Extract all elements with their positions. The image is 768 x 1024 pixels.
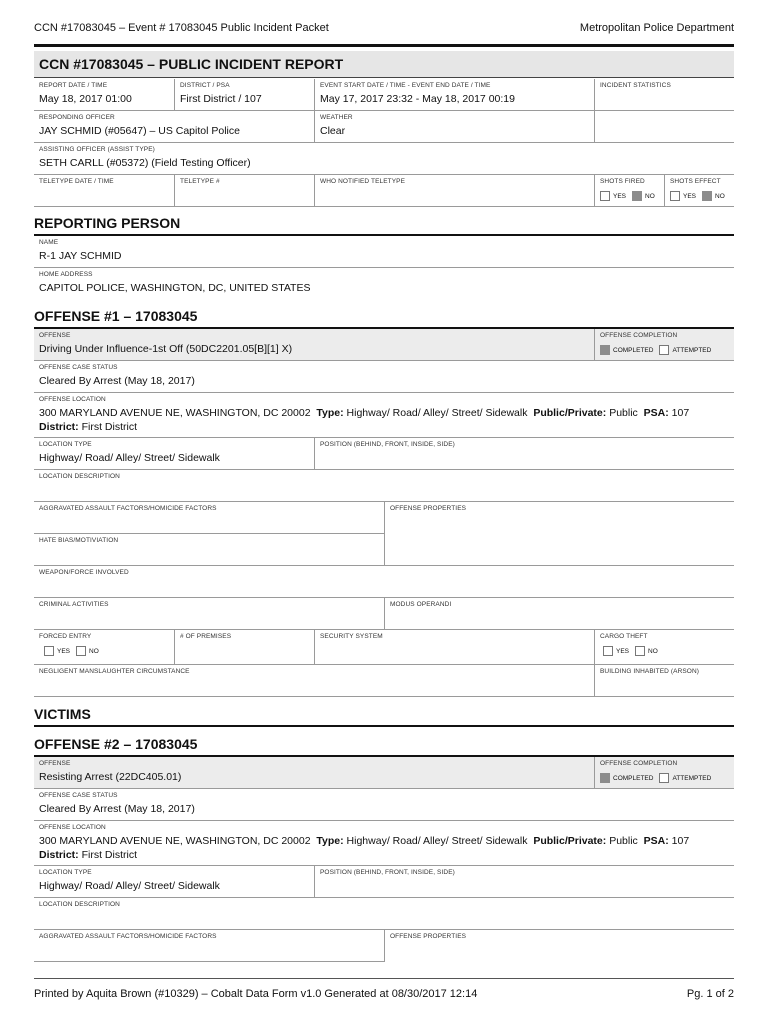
offense1-position-label: POSITION (BEHIND, FRONT, INSIDE, SIDE) [320, 441, 455, 448]
offense1-security-label: SECURITY SYSTEM [320, 633, 383, 640]
offense2-completed-checkbox[interactable] [600, 773, 610, 783]
offense1-hate-cell [34, 534, 384, 565]
offense1-modus-cell [384, 598, 734, 629]
cargo-no-label: NO [648, 647, 658, 655]
officer-cell [34, 111, 314, 142]
offense1-status-row [34, 361, 734, 393]
district-cell [174, 79, 314, 110]
offense1-offense-label: OFFENSE [39, 332, 71, 339]
offense1-type-label: Type: [316, 407, 344, 419]
report-page [34, 0, 734, 1024]
offense2-pp: Public [609, 835, 638, 847]
header-left-text: CCN #17083045 – Event # 17083045 Public Incident Packet [34, 22, 329, 34]
district-value: First District / 107 [180, 93, 262, 105]
offense1-pp-label: Public/Private: [533, 407, 607, 419]
offense2-offense-value: Resisting Arrest (22DC405.01) [39, 771, 182, 783]
shots-fired-options [600, 191, 664, 201]
offense1-premises-label: # OF PREMISES [180, 633, 232, 640]
offense2-location-row [34, 821, 734, 866]
report-title: CCN #17083045 – PUBLIC INCIDENT REPORT [34, 51, 734, 78]
offense2-position-cell [314, 866, 734, 897]
offense2-heading: OFFENSE #2 – 17083045 [34, 736, 198, 752]
incident-stats-label: INCIDENT STATISTICS [600, 82, 671, 89]
report-date-label: REPORT DATE / TIME [39, 82, 108, 89]
offense2-district: First District [81, 849, 138, 861]
offense1-psa: 107 [671, 407, 690, 419]
offense2-properties-row [384, 930, 734, 962]
offense1-address: 300 MARYLAND AVENUE NE, WASHINGTON, DC 20002 [39, 407, 311, 419]
offense1-hate-row [34, 534, 384, 566]
report-row-officer [34, 111, 734, 143]
offense1-completion-cell [594, 329, 734, 360]
offense2-properties-cell [385, 930, 735, 962]
assist-value: SETH CARLL (#05372) (Field Testing Officer) [39, 157, 251, 169]
offense2-completion-cell [594, 757, 734, 788]
offense1-location-label: OFFENSE LOCATION [39, 396, 106, 403]
notified-label: WHO NOTIFIED TELETYPE [320, 178, 406, 185]
shots-effect-label: SHOTS EFFECT [670, 178, 721, 185]
offense1-aggravated-row [34, 502, 384, 534]
rp-name-cell [34, 236, 734, 267]
offense1-weapon-label: WEAPON/FORCE INVOLVED [39, 569, 129, 576]
shots-fired-label: SHOTS FIRED [600, 178, 645, 185]
offense1-properties-cell [385, 502, 735, 565]
incident-stats-cell [594, 79, 734, 110]
offense2-location-type-label: LOCATION TYPE [39, 869, 92, 876]
offense1-location-type-value: Highway/ Road/ Alley/ Street/ Sidewalk [39, 452, 220, 464]
offense2-psa: 107 [671, 835, 690, 847]
offense2-position-label: POSITION (BEHIND, FRONT, INSIDE, SIDE) [320, 869, 455, 876]
officer-value: JAY SCHMID (#05647) – US Capitol Police [39, 125, 240, 137]
offense1-aggravated-label: AGGRAVATED ASSAULT FACTORS/HOMICIDE FACTORS [39, 505, 217, 512]
shots-effect-cell [664, 175, 734, 206]
report-row-teletype [34, 175, 734, 207]
offense1-status-label: OFFENSE CASE STATUS [39, 364, 118, 371]
forced-no-label: NO [89, 647, 99, 655]
offense2-attempted-checkbox[interactable] [659, 773, 669, 783]
shots-fired-cell [594, 175, 664, 206]
offense1-forced-label: FORCED ENTRY [39, 633, 92, 640]
offense2-completion-options [600, 773, 734, 783]
offense2-location-desc-row [34, 898, 734, 930]
offense2-aggravated-row [34, 930, 384, 962]
teletype-date-cell [34, 175, 174, 206]
offense1-pp: Public [609, 407, 638, 419]
offense1-modus-label: MODUS OPERANDI [390, 601, 452, 608]
offense1-location-row [34, 393, 734, 438]
shots-effect-no-label: NO [715, 192, 725, 200]
weather-label: WEATHER [320, 114, 353, 121]
offense1-district: First District [81, 421, 138, 433]
offense1-completion-options [600, 345, 734, 355]
offense2-address: 300 MARYLAND AVENUE NE, WASHINGTON, DC 20002 [39, 835, 311, 847]
offense1-location-cell [34, 393, 734, 437]
offense1-security-cell [314, 630, 594, 664]
stats-continued-cell [594, 111, 734, 142]
offense1-location-desc-label: LOCATION DESCRIPTION [39, 473, 120, 480]
reporting-person-name-row [34, 236, 734, 268]
offense1-weapon-cell [34, 566, 734, 597]
report-row-dates [34, 79, 734, 111]
offense1-criminal-row [34, 598, 734, 630]
offense2-location-type-value: Highway/ Road/ Alley/ Street/ Sidewalk [39, 880, 220, 892]
offense2-status-cell [34, 789, 734, 820]
offense2-type: Highway/ Road/ Alley/ Street/ Sidewalk [346, 835, 528, 847]
assist-label: ASSISTING OFFICER (ASSIST TYPE) [39, 146, 155, 153]
offense2-location-value [39, 834, 734, 862]
offense2-status-value: Cleared By Arrest (May 18, 2017) [39, 803, 195, 815]
offense2-location-label: OFFENSE LOCATION [39, 824, 106, 831]
offense1-inhabited-cell [594, 665, 734, 696]
offense1-forced-options [44, 646, 174, 656]
offense1-properties-row [384, 502, 734, 566]
offense2-psa-label: PSA: [643, 835, 669, 847]
forced-yes-label: YES [57, 647, 71, 655]
offense2-pp-label: Public/Private: [533, 835, 607, 847]
offense1-attempted-checkbox[interactable] [659, 345, 669, 355]
offense1-cargo-label: CARGO THEFT [600, 633, 648, 640]
offense1-attempted-label: ATTEMPTED [672, 346, 712, 354]
offense1-location-desc-cell [34, 470, 734, 501]
offense2-offense-label: OFFENSE [39, 760, 71, 767]
offense1-forced-row [34, 630, 734, 665]
offense1-negligent-cell [34, 665, 594, 696]
victims-heading: VICTIMS [34, 706, 91, 722]
offense1-offense-cell [34, 329, 594, 360]
offense2-location-desc-cell [34, 898, 734, 929]
footer-printed-by: Printed by Aquita Brown (#10329) – Cobalt Data Form v1.0 Generated at 08/30/2017 12:14 [34, 988, 478, 1000]
offense1-status-cell [34, 361, 734, 392]
offense2-aggravated-cell [34, 930, 384, 961]
offense2-location-type-row [34, 866, 734, 898]
cargo-no-checkbox[interactable] [635, 646, 645, 656]
rp-address-label: HOME ADDRESS [39, 271, 93, 278]
teletype-date-label: TELETYPE DATE / TIME [39, 178, 114, 185]
offense1-location-type-label: LOCATION TYPE [39, 441, 92, 448]
rp-address-cell [34, 268, 734, 300]
offense1-premises-cell [174, 630, 314, 664]
rp-name-value: R-1 JAY SCHMID [39, 250, 122, 262]
officer-label: RESPONDING OFFICER [39, 114, 115, 121]
shots-effect-yes-label: YES [683, 192, 697, 200]
offense1-psa-label: PSA: [643, 407, 669, 419]
offense2-type-label: Type: [316, 835, 344, 847]
cargo-yes-label: YES [616, 647, 630, 655]
offense1-location-value [39, 406, 734, 434]
forced-yes-checkbox[interactable] [44, 646, 54, 656]
shots-effect-options [670, 191, 734, 201]
offense1-position-cell [314, 438, 734, 469]
header-department: Metropolitan Police Department [579, 22, 734, 34]
offense2-offense-cell [34, 757, 594, 788]
offense1-hate-label: HATE BIAS/MOTIVIATION [39, 537, 119, 544]
offense1-completion-label: OFFENSE COMPLETION [600, 332, 678, 339]
offense1-offense-row [34, 329, 734, 361]
offense2-status-label: OFFENSE CASE STATUS [39, 792, 118, 799]
reporting-person-heading: REPORTING PERSON [34, 215, 181, 231]
rp-address-value: CAPITOL POLICE, WASHINGTON, DC, UNITED STATES [39, 282, 311, 294]
offense2-attempted-label: ATTEMPTED [672, 774, 712, 782]
offense1-district-label: District: [39, 421, 79, 433]
offense2-offense-row [34, 757, 734, 789]
offense1-aggravated-cell [34, 502, 384, 533]
offense2-district-label: District: [39, 849, 79, 861]
shots-fired-no-label: NO [645, 192, 655, 200]
offense1-location-desc-row [34, 470, 734, 502]
victims-rule [34, 725, 734, 727]
district-label: DISTRICT / PSA [180, 82, 230, 89]
offense1-weapon-row [34, 566, 734, 598]
offense1-properties-label: OFFENSE PROPERTIES [390, 505, 467, 512]
offense2-completed-label: COMPLETED [613, 774, 654, 782]
page-header [34, 22, 734, 38]
offense1-negligent-label: NEGLIGENT MANSLAUGHTER CIRCUMSTANCE [39, 668, 190, 675]
offense1-criminal-label: CRIMINAL ACTIVITIES [39, 601, 109, 608]
offense2-properties-label: OFFENSE PROPERTIES [390, 933, 467, 940]
report-row-assist [34, 143, 734, 175]
offense2-location-desc-label: LOCATION DESCRIPTION [39, 901, 120, 908]
shots-effect-yes-checkbox[interactable] [670, 191, 680, 201]
teletype-number-label: TELETYPE # [180, 178, 220, 185]
shots-fired-no-checkbox[interactable] [632, 191, 642, 201]
offense2-completion-label: OFFENSE COMPLETION [600, 760, 678, 767]
reporting-person-address-row [34, 268, 734, 300]
offense1-cargo-cell [594, 630, 734, 664]
notified-cell [314, 175, 594, 206]
offense2-status-row [34, 789, 734, 821]
offense1-status-value: Cleared By Arrest (May 18, 2017) [39, 375, 195, 387]
forced-no-checkbox[interactable] [76, 646, 86, 656]
offense1-criminal-cell [34, 598, 384, 629]
footer-page-number: Pg. 1 of 2 [686, 988, 734, 1000]
shots-fired-yes-checkbox[interactable] [600, 191, 610, 201]
offense2-aggravated-label: AGGRAVATED ASSAULT FACTORS/HOMICIDE FACTORS [39, 933, 217, 940]
offense2-location-type-cell [34, 866, 314, 897]
offense1-location-type-row [34, 438, 734, 470]
offense1-forced-cell [34, 630, 174, 664]
weather-value: Clear [320, 125, 346, 137]
offense1-completed-checkbox[interactable] [600, 345, 610, 355]
shots-effect-no-checkbox[interactable] [702, 191, 712, 201]
offense1-completed-label: COMPLETED [613, 346, 654, 354]
offense1-cargo-options [603, 646, 734, 656]
report-date-value: May 18, 2017 01:00 [39, 93, 132, 105]
offense1-type: Highway/ Road/ Alley/ Street/ Sidewalk [346, 407, 528, 419]
weather-cell [314, 111, 594, 142]
cargo-yes-checkbox[interactable] [603, 646, 613, 656]
footer-rule [34, 978, 734, 979]
offense1-offense-value: Driving Under Influence-1st Off (50DC2201.05[B][1] X) [39, 343, 293, 355]
offense1-location-type-cell [34, 438, 314, 469]
offense1-heading: OFFENSE #1 – 17083045 [34, 308, 198, 324]
report-date-cell [34, 79, 174, 110]
event-value: May 17, 2017 23:32 - May 18, 2017 00:19 [320, 93, 515, 105]
event-cell [314, 79, 594, 110]
offense1-inhabited-label: BUILDING INHABITED (ARSON) [600, 668, 700, 675]
header-rule [34, 44, 734, 47]
rp-name-label: NAME [39, 239, 59, 246]
offense2-location-cell [34, 821, 734, 865]
shots-fired-yes-label: YES [613, 192, 627, 200]
offense1-negligent-row [34, 665, 734, 697]
teletype-number-cell [174, 175, 314, 206]
assist-cell [34, 143, 734, 174]
event-label: EVENT START DATE / TIME - EVENT END DATE / TIME [320, 82, 491, 89]
